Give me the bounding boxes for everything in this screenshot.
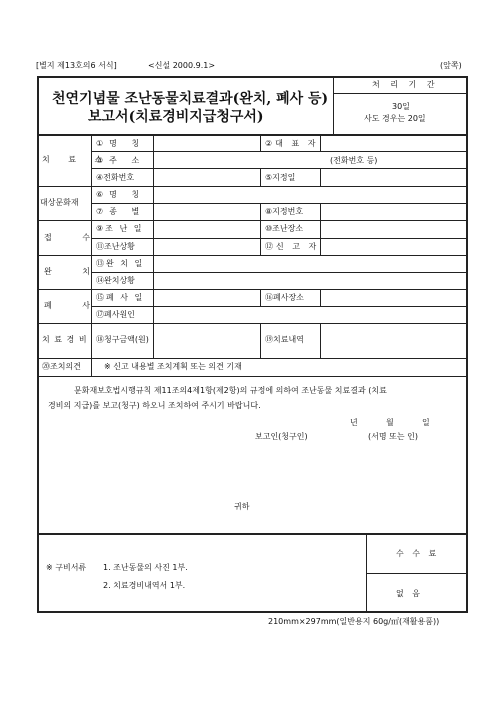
treater-group-label: 치 료 소 — [42, 155, 111, 164]
distress-place-label: ⑩조난장소 — [265, 224, 304, 233]
attachment-item1: 1. 조난동물의 사진 1부. — [103, 563, 188, 572]
processing-days: 30일 — [392, 102, 410, 111]
death-date-label: ⑮폐 사 일 — [96, 293, 145, 302]
recovery-date-label: ⑬완 치 일 — [96, 259, 145, 268]
animal-species-label: ⑦종 별 — [96, 207, 146, 216]
statement-line2: 경비의 지급)를 보고(청구) 하오니 조치하여 주시기 바랍니다. — [48, 401, 261, 410]
attachments-label: ※ 구비서류 — [46, 563, 87, 572]
treater-rep-label: ②대 표 자 — [265, 139, 319, 148]
recovery-group-label: 완 치 — [44, 267, 104, 276]
statement-line1: 문화재보호법시행규칙 제11조의4제1항(제2항)의 규정에 의하여 조난동물 치료결과 (치료 — [74, 386, 387, 395]
animal-group-label: 대상문화재 — [40, 198, 79, 207]
form-number: [별지 제13호의6 서식] — [36, 61, 117, 70]
fee-value: 없 음 — [396, 589, 423, 598]
treater-phone-label: ④전화번호 — [96, 173, 135, 182]
processing-note: 사도 경우는 20일 — [364, 114, 426, 123]
treater-name-label: ①명 칭 — [96, 139, 146, 148]
cost-group-label: 치 료 경 비 — [42, 335, 88, 344]
page-side: (앞쪽) — [440, 61, 462, 70]
opinion-label: ⑳조치의견 — [42, 362, 81, 371]
death-group-label: 폐 사 — [44, 301, 104, 310]
date-day: 일 — [422, 418, 430, 427]
reporter-sign-label: 보고인(청구인) — [255, 432, 308, 441]
death-cause-label: ⑰폐사원인 — [96, 310, 135, 319]
date-year: 년 — [350, 418, 358, 427]
death-place-label: ⑯폐사장소 — [265, 293, 304, 302]
distress-situation-label: ⑪조난상황 — [96, 242, 135, 251]
enactment-date: <신설 2000.9.1> — [148, 61, 216, 70]
treater-designation-date-label: ⑤지정일 — [265, 173, 296, 182]
form-title-line2: 보고서(치료경비지급청구서) — [88, 109, 264, 125]
treater-address-label: ③주 소 — [96, 156, 146, 165]
treatment-details-label: ⑲치료내역 — [265, 335, 304, 344]
addressee: 귀하 — [234, 502, 250, 511]
reporter-label: ⑫신 고 자 — [265, 242, 320, 251]
attachment-item2: 2. 치료경비내역서 1부. — [103, 581, 186, 590]
receipt-group-label: 접 수 — [44, 233, 104, 242]
form-title-line1: 천연기념물 조난동물치료결과(완치, 폐사 등) — [52, 91, 329, 107]
animal-designation-no-label: ⑧지정번호 — [265, 207, 304, 216]
treater-phone-note: (전화번호 등) — [330, 156, 378, 165]
signature-note: (서명 또는 인) — [368, 432, 418, 441]
opinion-note: ※ 신고 내용별 조치계획 또는 의견 기재 — [104, 362, 242, 371]
processing-period-label: 처 리 기 간 — [372, 80, 439, 89]
animal-name-label: ⑥명 칭 — [96, 190, 146, 199]
distress-date-label: ⑨조 난 일 — [96, 224, 144, 233]
fee-label: 수 수 료 — [396, 549, 440, 558]
paper-size-note: 210mm×297mm(일반용지 60g/㎡(재활용품)) — [268, 617, 440, 626]
claim-amount-label: ⑱청구금액(원) — [96, 335, 149, 344]
recovery-situation-label: ⑭완치상황 — [96, 276, 135, 285]
date-month: 월 — [386, 418, 394, 427]
